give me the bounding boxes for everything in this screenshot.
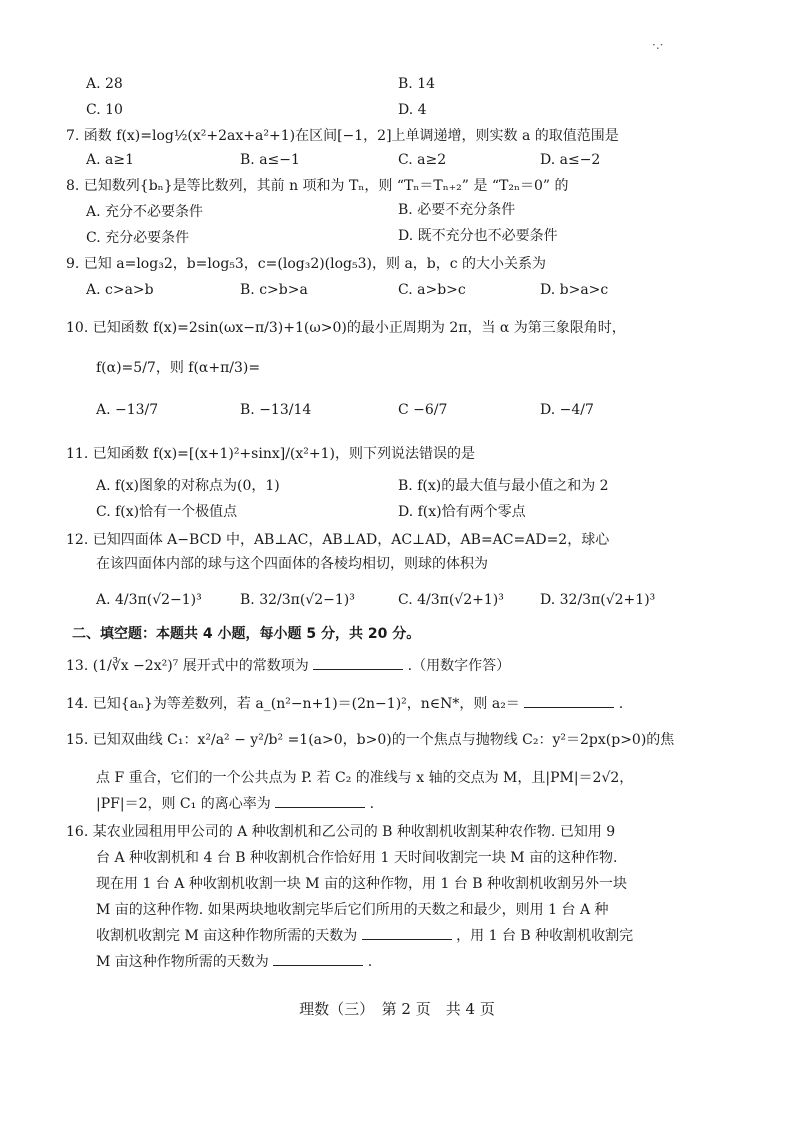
q13 xyxy=(66,654,510,678)
q16-line-5 xyxy=(96,924,633,948)
q16-text-c: M 亩这种作物所需的天数为 xyxy=(96,954,269,970)
q15-line-1: 15. 已知双曲线 C₁：x²/a² − y²/b² =1(a>0，b>0)的一个焦点与抛物线 C₂：y²＝2px(p>0)的焦 xyxy=(66,732,675,748)
q10-option-d: D. −4/7 xyxy=(540,402,594,418)
q7-option-a: A. a≥1 xyxy=(86,152,134,168)
q11-option-a: A. f(x)图象的对称点为(0，1) xyxy=(96,478,280,494)
q16-line-3: 现在用 1 台 A 种收割机收割一块 M 亩的这种作物，用 1 台 B 种收割机收割另外一块 xyxy=(96,876,628,892)
q10-stem: 10. 已知函数 f(x)=2sin(ωx−π/3)+1(ω>0)的最小正周期为 2π，当 α 为第三象限角时， xyxy=(66,320,626,336)
q12-option-c: C. 4/3π(√2+1)³ xyxy=(398,592,504,608)
q15-suffix: . xyxy=(369,796,375,812)
q15-text: |PF|＝2，则 C₁ 的离心率为 xyxy=(96,796,271,812)
q10-stem-2: f(α)=5/7，则 f(α+π/3)= xyxy=(96,360,261,376)
q16-line-6 xyxy=(96,950,372,974)
q6-option-d: D. 4 xyxy=(398,102,427,118)
q15-line-2: 点 F 重合，它们的一个公共点为 P. 若 C₂ 的准线与 x 轴的交点为 M，且|PM|＝2√2， xyxy=(96,770,634,786)
section-heading-fill-in: 二、填空题：本题共 4 小题，每小题 5 分，共 20 分。 xyxy=(72,626,421,642)
q15-line-3 xyxy=(96,792,374,816)
q14-answer-blank[interactable] xyxy=(524,693,614,708)
q7-option-c: C. a≥2 xyxy=(398,152,447,168)
q6-option-b: B. 14 xyxy=(398,76,436,92)
q16-suffix: . xyxy=(367,954,373,970)
q10-option-a: A. −13/7 xyxy=(96,402,159,418)
q9-option-d: D. b>a>c xyxy=(540,282,609,298)
q13-answer-blank[interactable] xyxy=(313,655,403,670)
q8-option-c: C. 充分必要条件 xyxy=(86,230,190,246)
q9-option-b: B. c>b>a xyxy=(240,282,308,298)
q8-option-d: D. 既不充分也不必要条件 xyxy=(398,228,558,244)
q13-suffix: .（用数字作答） xyxy=(407,658,511,674)
q16-answer-blank-a[interactable] xyxy=(362,925,452,940)
q6-option-a: A. 28 xyxy=(86,76,123,92)
q12-option-b: B. 32/3π(√2−1)³ xyxy=(240,592,355,608)
q9-option-a: A. c>a>b xyxy=(86,282,154,298)
q8-option-a: A. 充分不必要条件 xyxy=(86,204,204,220)
q6-option-c: C. 10 xyxy=(86,102,123,118)
q16-text-b: ，用 1 台 B 种收割机收割完 xyxy=(456,928,634,944)
q9-stem: 9. 已知 a=log₃2，b=log₅3，c=(log₃2)(log₅3)，则 a，b，c 的大小关系为 xyxy=(66,256,547,272)
q16-line-4: M 亩的这种作物. 如果两块地收割完毕后它们所用的天数之和最少，则用 1 台 A 种 xyxy=(96,902,609,918)
q12-option-a: A. 4/3π(√2−1)³ xyxy=(96,592,202,608)
q9-option-c: C. a>b>c xyxy=(398,282,466,298)
q11-option-b: B. f(x)的最大值与最小值之和为 2 xyxy=(398,478,609,494)
q11-option-d: D. f(x)恰有两个零点 xyxy=(398,504,526,520)
q12-stem: 12. 已知四面体 A−BCD 中，AB⊥AC，AB⊥AD，AC⊥AD，AB=AC=AD=2，球心 xyxy=(66,532,610,548)
q16-answer-blank-b[interactable] xyxy=(273,951,363,966)
q10-option-b: B. −13/14 xyxy=(240,402,312,418)
q13-text: 13. (1/∛x −2x²)⁷ 展开式中的常数项为 xyxy=(66,658,309,674)
q7-stem: 7. 函数 f(x)=log½(x²+2ax+a²+1)在区间[−1，2]上单调递增，则实数 a 的取值范围是 xyxy=(66,128,619,144)
q15-answer-blank[interactable] xyxy=(275,793,365,808)
q12-option-d: D. 32/3π(√2+1)³ xyxy=(540,592,656,608)
q14 xyxy=(66,692,623,716)
q11-option-c: C. f(x)恰有一个极值点 xyxy=(96,504,238,520)
q8-stem: 8. 已知数列{bₙ}是等比数列，其前 n 项和为 Tₙ，则 “Tₙ＝Tₙ₊₂” 是 “T₂ₙ＝0” 的 xyxy=(66,178,569,194)
q10-option-c: C −6/7 xyxy=(398,402,448,418)
q11-stem: 11. 已知函数 f(x)=[(x+1)²+sinx]/(x²+1)，则下列说法错误的是 xyxy=(66,446,475,462)
page-footer: 理数（三） 第 2 页 共 4 页 xyxy=(299,1000,495,1018)
q7-option-d: D. a≤−2 xyxy=(540,152,601,168)
q8-option-b: B. 必要不充分条件 xyxy=(398,202,516,218)
q7-option-b: B. a≤−1 xyxy=(240,152,300,168)
q16-line-1: 16. 某农业园租用甲公司的 A 种收割机和乙公司的 B 种收割机收割某种农作物. 已知用 9 xyxy=(66,824,616,840)
q14-text: 14. 已知{aₙ}为等差数列，若 a_(n²−n+1)＝(2n−1)²，n∈N*，则 a₂＝ xyxy=(66,696,520,712)
q14-suffix: . xyxy=(618,696,624,712)
q16-text-a: 收割机收割完 M 亩这种作物所需的天数为 xyxy=(96,928,358,944)
corner-mark: ·.· xyxy=(652,38,664,52)
q12-stem-2: 在该四面体内部的球与这个四面体的各棱均相切，则球的体积为 xyxy=(96,556,488,572)
q16-line-2: 台 A 种收割机和 4 台 B 种收割机合作恰好用 1 天时间收割完一块 M 亩的这种作物. xyxy=(96,850,618,866)
